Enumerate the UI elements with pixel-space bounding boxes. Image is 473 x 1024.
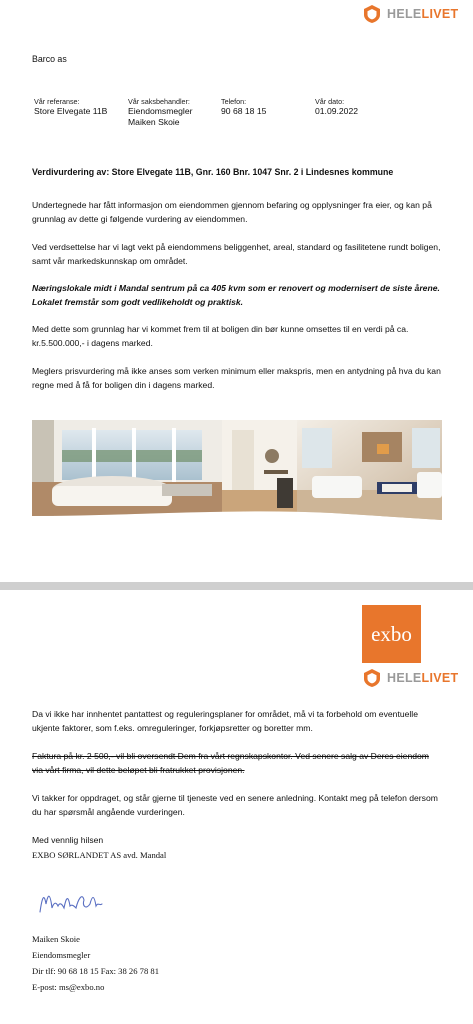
property-photos <box>32 420 442 520</box>
signer-phone-fax: Dir tlf: 90 68 18 15 Fax: 38 26 78 81 <box>32 966 159 976</box>
helelivet-logo: HELELIVET <box>362 4 458 24</box>
meta-phone: Telefon: 90 68 18 15 <box>221 97 267 116</box>
recipient: Barco as <box>32 54 67 64</box>
photo-kitchen <box>222 420 297 520</box>
helelivet-logo-page2: HELELIVET <box>362 668 458 688</box>
paragraph-value: Med dette som grunnlag har vi kommet frem til at boligen din bør kunne omsettes til en verdi på ca. kr.5.500.000,- i dagens marked. <box>32 324 409 348</box>
signer-email: E-post: ms@exbo.no <box>32 982 105 992</box>
helelivet-logo-icon <box>362 4 382 24</box>
greeting: Med vennlig hilsen <box>32 835 104 845</box>
paragraph-property-description: Næringslokale midt i Mandal sentrum på ca 405 kvm som er renovert og modernisert de siste årene. Lokalet fremstår som godt vedlikeholdt og praktisk. <box>32 283 440 307</box>
exbo-logo: exbo <box>362 605 421 663</box>
meta-reference: Vår referanse: Store Elvegate 11B <box>34 97 108 116</box>
meta-case-handler: Vår saksbehandler: Eiendomsmegler Maiken Skoie <box>128 97 193 127</box>
meta-date: Vår dato: 01.09.2022 <box>315 97 359 116</box>
paragraph-intro: Undertegnede har fått informasjon om eiendommen gjennom befaring og opplysninger fra eier, og kan på grunnlag av dette gi følgende vurdering av eiendommen. <box>32 200 432 224</box>
subject-line: Verdivurdering av: Store Elvegate 11B, Gnr. 160 Bnr. 1047 Snr. 2 i Lindesnes kommune <box>32 167 394 177</box>
handwritten-signature <box>36 884 106 920</box>
page-divider <box>0 582 473 590</box>
paragraph-thanks: Vi takker for oppdraget, og står gjerne til tjeneste ved en senere anledning. Kontakt meg på telefon dersom du har spørsmål angående vurderingen. <box>32 793 438 817</box>
signer-name: Maiken Skoie <box>32 934 80 944</box>
paragraph-disclaimer: Meglers prisvurdering må ikke anses som verken minimum eller makspris, men en antydning på hva du kan regne med å få for boligen din i dagens marked. <box>32 366 441 390</box>
paragraph-reservation: Da vi ikke har innhentet pantattest og reguleringsplaner for området, må vi ta forbehold om eventuelle ukjente faktorer, som f.eks. omreguleringer, forkjøpsretter og boretter mm. <box>32 709 418 733</box>
company-name: EXBO SØRLANDET AS avd. Mandal <box>32 850 167 860</box>
photo-lounge <box>297 420 442 520</box>
helelivet-logo-icon <box>362 668 382 688</box>
paragraph-valuation-basis: Ved verdsettelse har vi lagt vekt på eiendommens beliggenhet, areal, standard og fasilitetene rundt boligen, samt vår markedskunnskap om området. <box>32 242 441 266</box>
paragraph-invoice-struck: Faktura på kr. 2 500,- vil bli oversendt Dem fra vårt regnskapskontor. Ved senere salg av Deres eiendom via vårt firma, vil dette beløpet bli fratrukket provisjonen. <box>32 751 429 775</box>
photo-living-room-sea-view <box>32 420 222 520</box>
signer-title: Eiendomsmegler <box>32 950 91 960</box>
